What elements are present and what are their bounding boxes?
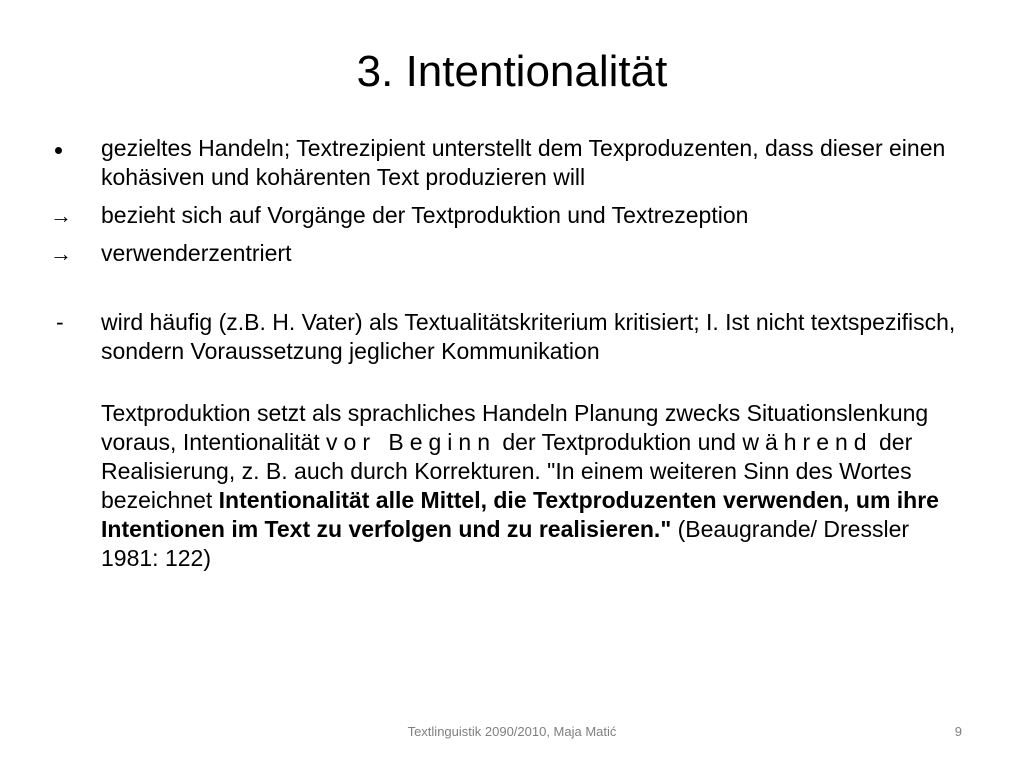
spacer (50, 366, 970, 399)
bullet-dot-icon (55, 147, 62, 154)
arrow-item (50, 239, 970, 268)
paragraph-part: der Textproduktion und (496, 429, 743, 455)
bold-quote: Intentionalität alle Mittel, die Textproduzenten verwenden, um ihre Intentionen im Text zu verfolgen und zu realisieren." (101, 487, 939, 542)
slide-footer: Textlinguistik 2090/2010, Maja Matić (407, 724, 617, 739)
arrow-item (50, 201, 970, 230)
quote-paragraph (50, 399, 970, 573)
spaced-emphasis: vor Beginn (326, 429, 496, 455)
arrow-item-text: bezieht sich auf Vorgänge der Textproduktion und Textrezeption (101, 202, 749, 228)
paragraph-part: Textproduktion setzt als sprachliches Handeln Planung zwecks Situationslenkung voraus, Intentionalität (101, 400, 929, 455)
spacer (50, 230, 970, 239)
dash-item-text: wird häufig (z.B. H. Vater) als Textualitätskriterium kritisiert; I. Ist nicht textspezifisch, sondern Voraussetzung jeglicher Kommunikation (101, 309, 956, 364)
arrow-item-text: verwenderzentriert (101, 240, 292, 266)
right-arrow-icon: → (50, 241, 72, 266)
page-number: 9 (954, 724, 962, 739)
spacer (50, 192, 970, 201)
citation: (Beaugrande/ Dressler 1981: 122) (101, 516, 910, 571)
spacer (50, 268, 970, 308)
paragraph-part: der Realisierung, z. B. auch durch Korrekturen. "In einem weiteren Sinn des Wortes bezeichnet (101, 429, 913, 513)
bullet-item (50, 134, 970, 192)
spaced-emphasis: während (742, 429, 873, 455)
paragraph-text (101, 399, 970, 573)
right-arrow-icon: → (50, 203, 72, 228)
slide-title: 3. Intentionalität (356, 47, 668, 96)
bullet-text: gezieltes Handeln; Textrezipient unterstellt dem Texproduzenten, dass dieser einen kohäsiven und kohärenten Text produzieren will (101, 135, 946, 190)
slide-content (50, 134, 970, 573)
dash-icon: - (56, 309, 64, 335)
dash-item (50, 308, 970, 366)
